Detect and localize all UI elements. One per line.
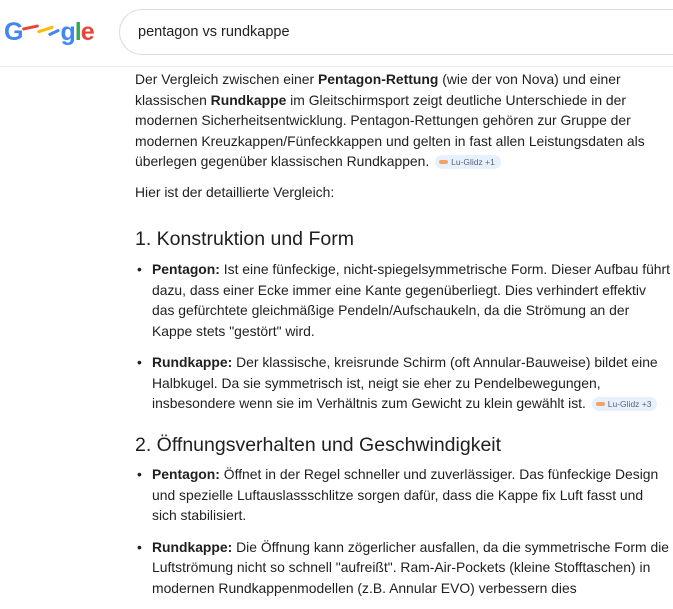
logo-doodle-lines (22, 28, 60, 34)
google-logo[interactable] (4, 17, 94, 47)
list-item-text: Ist eine fünfeckige, nicht-spiegelsymmetrische Form. Dieser Aufbau führt dazu, dass einer Ecke immer eine Kante gegenüberliegt. Dies verhindert effektiv das gefürchtete gleichmäßige Pendeln/Aufschaukeln, da die Strömung an der Kappe stets "gestört" wird. (152, 261, 671, 339)
list-item-label: Rundkappe: (152, 354, 233, 370)
bullet-icon: • (137, 466, 142, 482)
logo-letter-e: e (80, 18, 94, 46)
intro-bold-rundkappe: Rundkappe (210, 91, 287, 108)
search-input[interactable] (138, 21, 658, 43)
source-chip-label: Lu-Glidz +3 (607, 399, 652, 409)
list-item (135, 464, 671, 526)
source-favicon-icon (596, 402, 605, 406)
source-chip[interactable] (435, 155, 501, 169)
list-item (135, 352, 671, 414)
list-item-text: Der klassische, kreisrunde Schirm (oft Annular-Bauweise) bildet eine Halbkugel. Da sie symmetrisch ist, neigt sie eher zu Pendelbewegungen, insbesondere wenn sie im Verhältnis zum Gewicht zu klein gewählt ist. (152, 354, 658, 411)
intro-bold-pentagon: Pentagon-Rettung (317, 71, 439, 87)
source-chip-label: Lu-Glidz +1 (451, 157, 495, 167)
list-item-text: Die Öffnung kann zögerlicher ausfallen, da die symmetrische Form die Luftströmung nicht so schnell "aufreißt". Ram-Air-Pockets (kleine Stofftaschen) in modernen Rundkappenmodellen (z.B. Annular EVO) verbessern dies (152, 538, 669, 596)
list-item-label: Rundkappe: (152, 538, 233, 555)
logo-letter-g: G (4, 18, 23, 46)
list-item-text: Öffnet in der Regel schneller und zuverlässiger. Das fünfeckige Design und spezielle Luftauslassschlitze sorgen dafür, dass die Kappe fix Luft fasst und sich stabilisiert. (152, 466, 659, 523)
intro-paragraph (135, 69, 671, 172)
list-item-label: Pentagon: (152, 466, 220, 482)
intro-text-3: im Gleitschirmsport zeigt deutliche Unterschiede in der modernen Sicherheitsentwicklung. Pentagon-Rettungen gehören zur Gruppe der modernen Kreuzkappen/Fünfeckkappen und gelten in fast allen Leistungsdaten als überlegen gegenüber klassischen Rundkappen. (135, 91, 645, 169)
list-item (135, 537, 671, 599)
source-chip[interactable] (592, 397, 658, 411)
logo-letter-l: l (74, 18, 81, 46)
intro-text-2: (wie der von Nova) und einer klassischen (135, 71, 621, 108)
list-item-label: Pentagon: (152, 261, 220, 277)
section-list-2 (135, 464, 671, 609)
search-box[interactable] (119, 9, 673, 55)
bullet-icon: • (137, 261, 142, 277)
source-favicon-icon (439, 160, 448, 164)
header-bar (0, 0, 673, 67)
bullet-icon: • (137, 538, 142, 555)
intro-text-1: Der Vergleich zwischen einer (135, 71, 318, 87)
section-list-1 (135, 259, 671, 425)
logo-letter-g2: g (60, 18, 75, 46)
section-heading-2: 2. Öffnungsverhalten und Geschwindigkeit (135, 434, 502, 456)
bullet-icon: • (137, 354, 142, 370)
list-item (135, 259, 671, 341)
lead-paragraph: Hier ist der detaillierte Vergleich: (135, 184, 335, 200)
section-heading-1: 1. Konstruktion und Form (135, 228, 354, 250)
